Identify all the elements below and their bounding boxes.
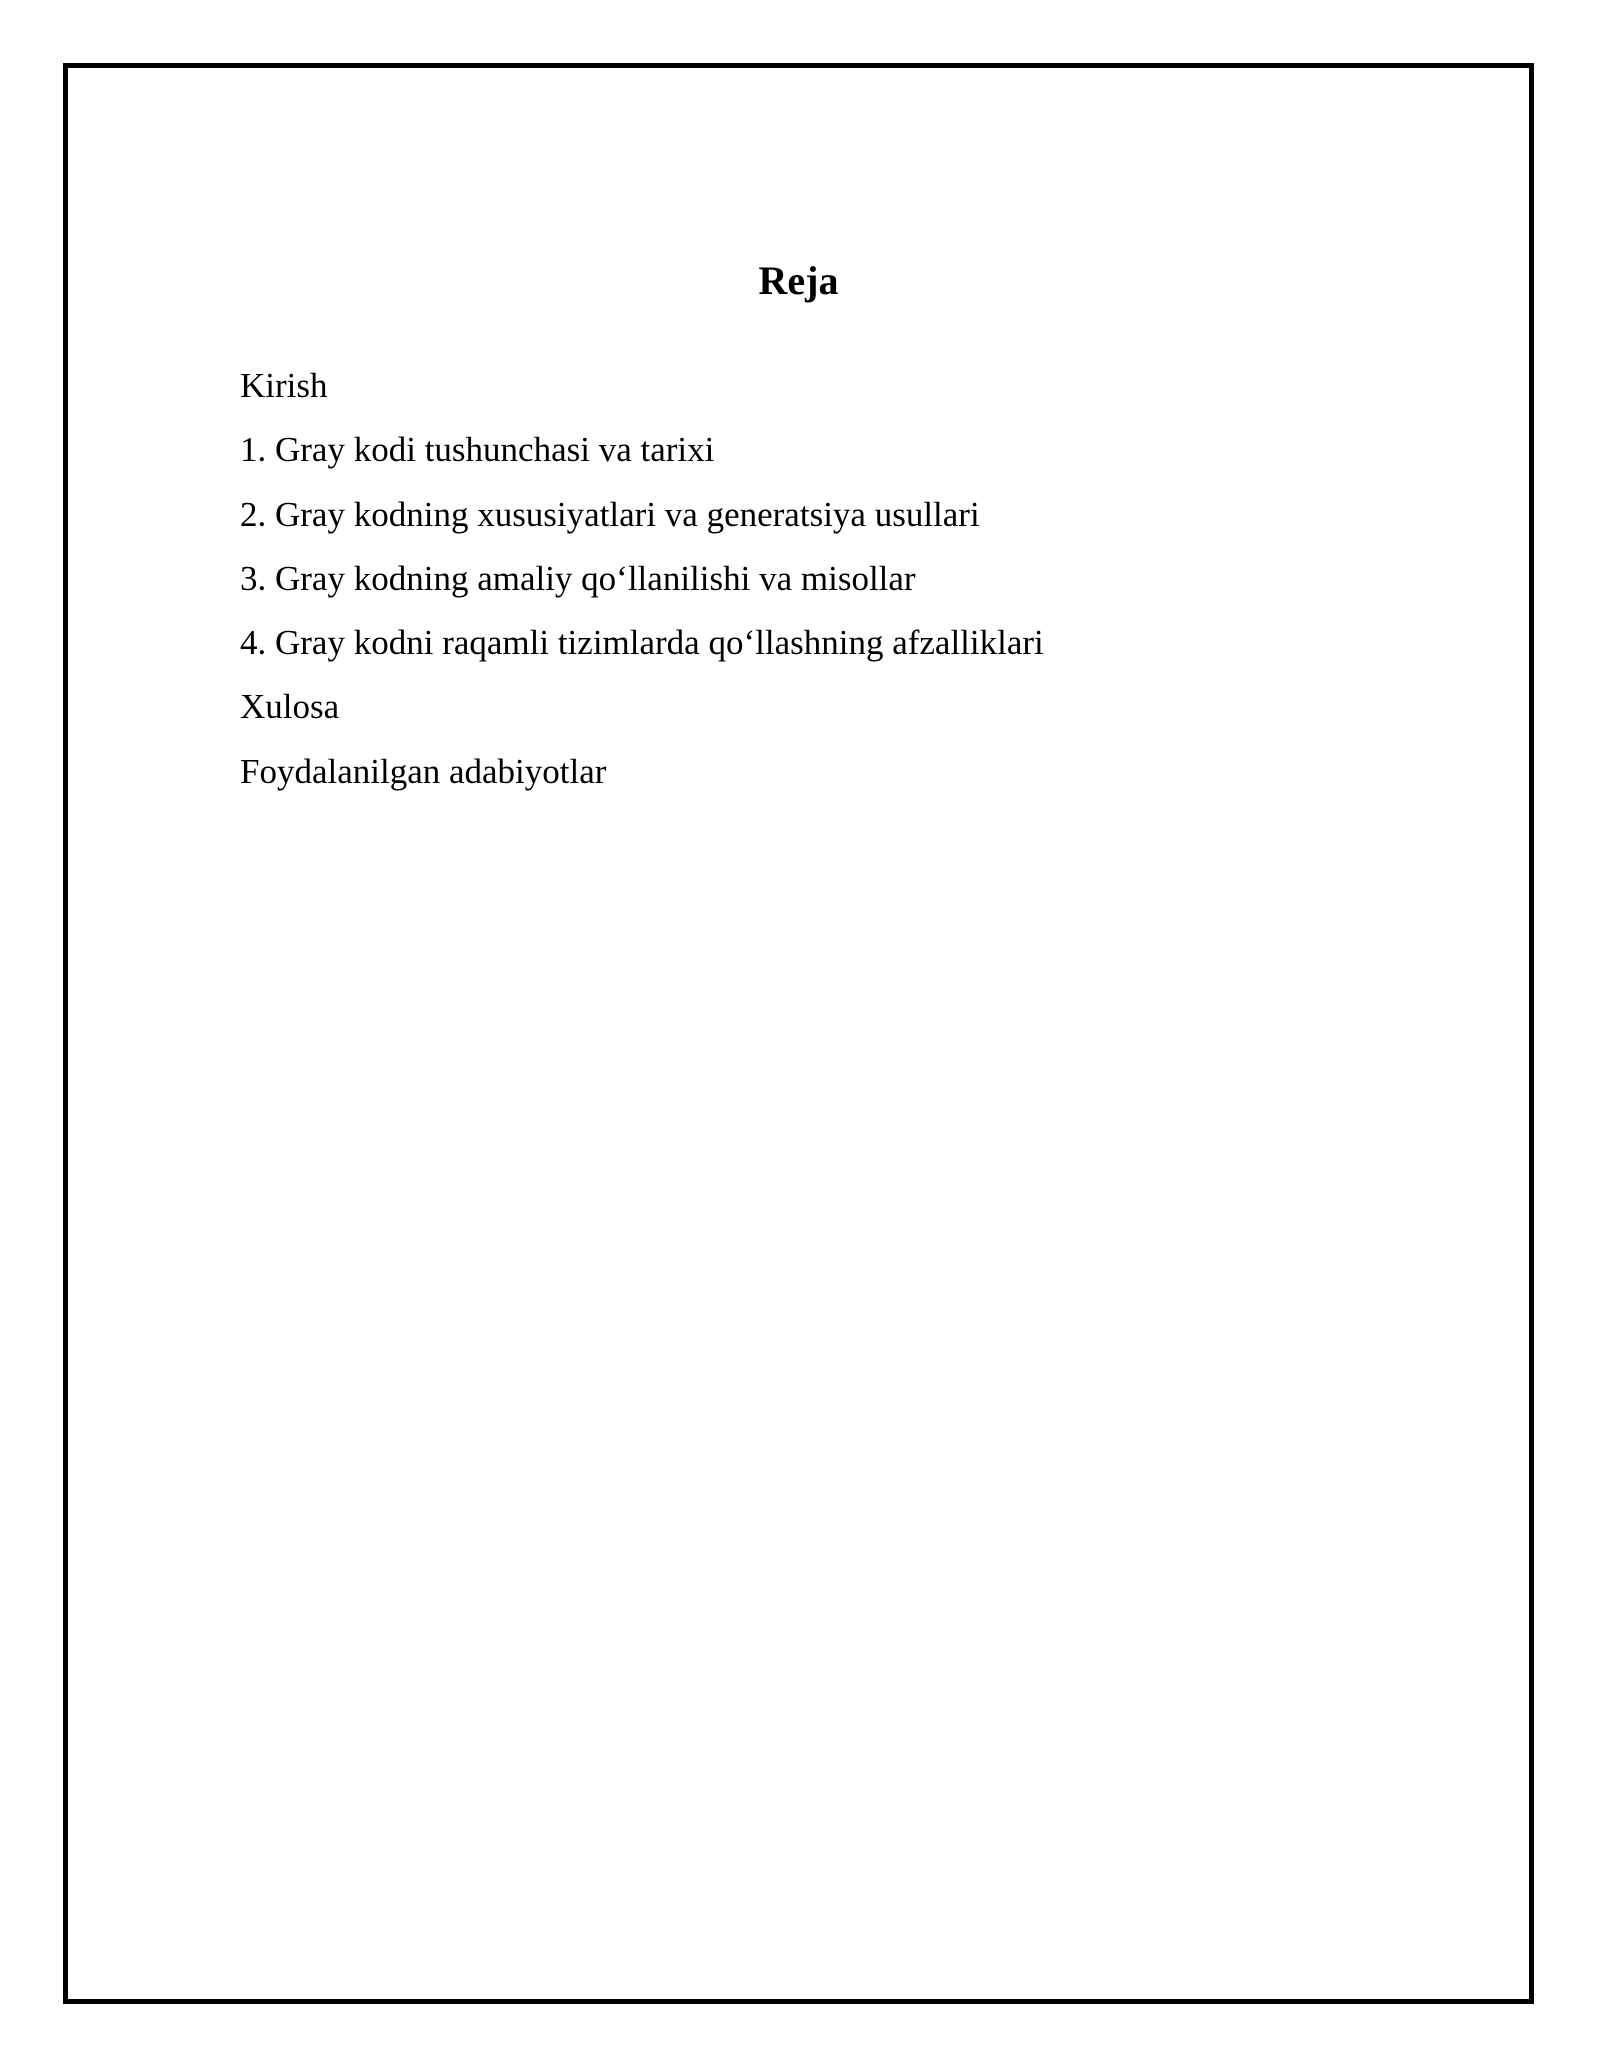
toc-item-references: Foydalanilgan adabiyotlar [240,751,607,791]
toc-item-section-3: 3. Gray kodning amaliy qo‘llanilishi va misollar [240,558,916,598]
toc-item-introduction: Kirish [240,366,328,405]
page-frame [63,63,1534,2004]
table-of-contents [240,354,1044,804]
toc-item-section-2: 2. Gray kodning xususiyatlari va generatsiya usullari [240,494,980,534]
toc-item-section-4: 4. Gray kodni raqamli tizimlarda qo‘llashning afzalliklari [240,623,1044,663]
toc-item-section-1: 1. Gray kodi tushunchasi va tarixi [240,430,715,470]
page-title: Reja [758,258,839,303]
toc-item-conclusion: Xulosa [240,687,340,727]
